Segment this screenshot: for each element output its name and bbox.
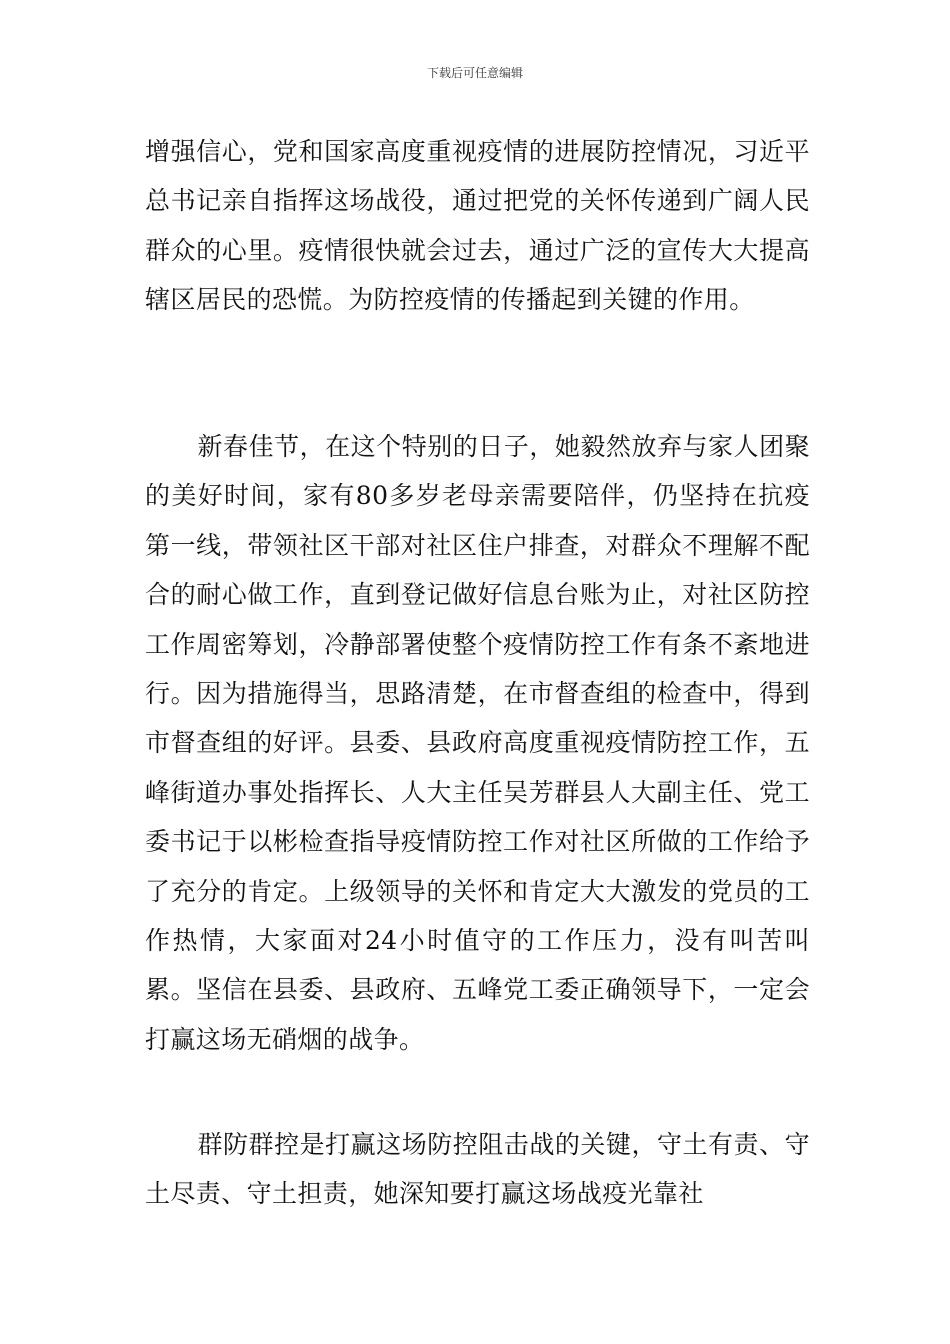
paragraph-text: 增强信心，党和国家高度重视疫情的进展防控情况，习近平总书记亲自指挥这场战役，通过把党的关怀传递到广阔人民群众的心里。疫情很快就会过去，通过广泛的宣传大大提高辖区居民的恐慌。为防控疫情的传播起到关键的作用。 [145, 137, 810, 315]
paragraph-1 [145, 127, 810, 325]
paragraph-text: 新春佳节，在这个特别的日子，她毅然放弃与家人团聚的美好时间，家有80多岁老母亲需要陪伴，仍坚持在抗疫第一线，带领社区干部对社区住户排查，对群众不理解不配合的耐心做工作，直到登记做好信息台账为止，对社区防控工作周密筹划，冷静部署使整个疫情防控工作有条不紊地进行。因为措施得当，思路清楚，在市督查组的检查中，得到市督查组的好评。县委、县政府高度重视疫情防控工作，五峰街道办事处指挥长、人大主任吴芳群县人大副主任、党工委书记于以彬检查指导疫情防控工作对社区所做的工作给予了充分的肯定。上级领导的关怀和肯定大大激发的党员的工作热情，大家面对24小时值守的工作压力，没有叫苦叫累。坚信在县委、县政府、五峰党工委正确领导下，一定会打赢这场无硝烟的战争。 [145, 432, 810, 1054]
page-header: 下载后可任意编辑 [426, 66, 523, 80]
paragraph-2 [145, 422, 810, 1064]
paragraph-text: 群防群控是打赢这场防控阻击战的关键，守土有责、守土尽责、守土担责，她深知要打赢这场战疫光靠社 [145, 1130, 810, 1209]
paragraph-3 [145, 1120, 810, 1219]
